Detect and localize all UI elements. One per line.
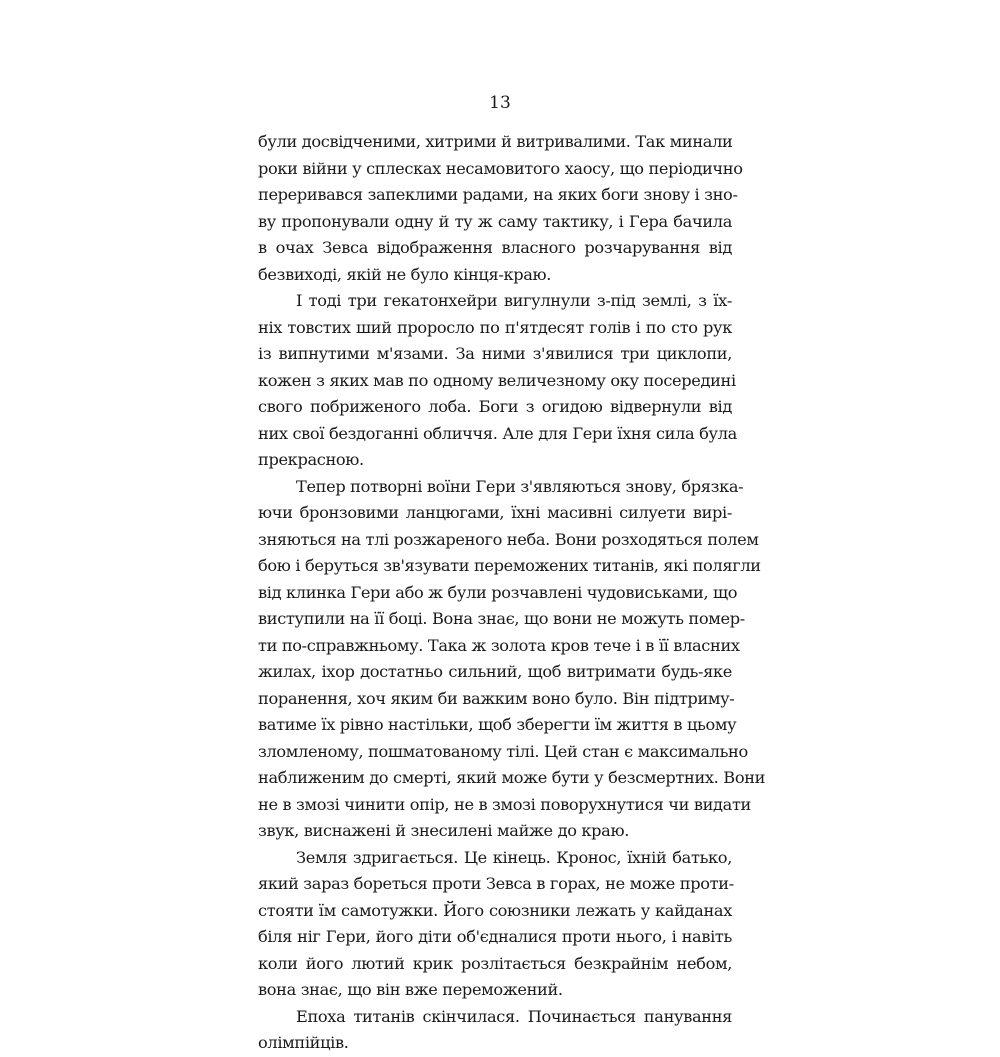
text-line: олімпійців.: [258, 1033, 349, 1052]
text-line: І тоді три гекатонхейри вигулнули з-під землі, з їх-: [296, 291, 732, 310]
text-line: в очах Зевса відображення власного розчарування від: [258, 238, 732, 257]
text-line: із випнутими м'язами. За ними з'явилися три циклопи,: [258, 344, 732, 363]
text-line: зломленому, пошматованому тілі. Цей стан є максимально: [258, 741, 748, 761]
text-line: ти по-справжньому. Така ж золота кров тече і в її власних: [258, 635, 740, 655]
text-line: кожен з яких мав по одному величезному оку посередині: [258, 370, 736, 390]
text-line: коли його лютий крик розлітається безкрайнім небом,: [258, 953, 732, 973]
text-line: прекрасною.: [258, 450, 364, 469]
text-line: стояти їм самотужки. Його союзники лежать у кайданах: [258, 900, 732, 920]
text-line: зняються на тлі розжареного неба. Вони розходяться полем: [258, 529, 759, 549]
text-line: поранення, хоч яким би важким воно було. Він підтриму-: [258, 688, 735, 708]
text-line: біля ніг Гери, його діти об'єдналися проти нього, і навіть: [258, 927, 732, 946]
text-line: Тепер потворні воїни Гери з'являються знову, брязка-: [296, 476, 744, 496]
text-line: свого побриженого лоба. Боги з огидою відвернули від: [258, 397, 732, 416]
text-line: них свої бездоганні обличчя. Але для Гери їхня сила була: [258, 423, 737, 443]
text-line: були досвідченими, хитрими й витривалими. Так минали: [258, 132, 733, 151]
text-line: ву пропонували одну й ту ж саму тактику, і Гера бачила: [258, 211, 732, 231]
text-line: Епоха титанів скінчилася. Починається панування: [296, 1006, 732, 1026]
text-line: ніх товстих ший проросло по п'ятдесят голів і по сто рук: [258, 317, 732, 337]
text-line: ючи бронзовими ланцюгами, їхні масивні силуети вирі-: [258, 503, 732, 522]
text-line: роки війни у сплесках несамовитого хаосу, що періодично: [258, 158, 743, 178]
text-line: виступили на її боці. Вона знає, що вони не можуть помер-: [258, 609, 745, 628]
text-line: ватиме їх рівно настільки, щоб зберегти їм життя в цьому: [258, 715, 737, 734]
text-line: безвиході, якій не було кінця-краю.: [258, 264, 552, 284]
body-text: [258, 129, 766, 1057]
text-line: наближеним до смерті, який може бути у безсмертних. Вони: [258, 768, 766, 787]
text-line: бою і беруться зв'язувати переможених титанів, які полягли: [258, 556, 761, 575]
text-line: Земля здригається. Це кінець. Кронос, їхній батько,: [296, 847, 732, 867]
text-line: вона знає, що він вже переможений.: [258, 980, 563, 999]
text-line: від клинка Гери або ж були розчавлені чудовиськами, що: [258, 582, 738, 602]
text-line: не в змозі чинити опір, не в змозі поворухнутися чи видати: [258, 794, 751, 814]
text-line: звук, виснажені й знесилені майже до краю.: [258, 821, 630, 840]
text-line: який зараз бореться проти Зевса в горах, не може проти-: [258, 874, 734, 893]
page-number: 13: [489, 93, 511, 113]
text-line: жилах, іхор достатньо сильний, щоб витримати будь-яке: [258, 662, 732, 681]
text-line: переривався запеклими радами, на яких боги знову і зно-: [258, 185, 738, 204]
